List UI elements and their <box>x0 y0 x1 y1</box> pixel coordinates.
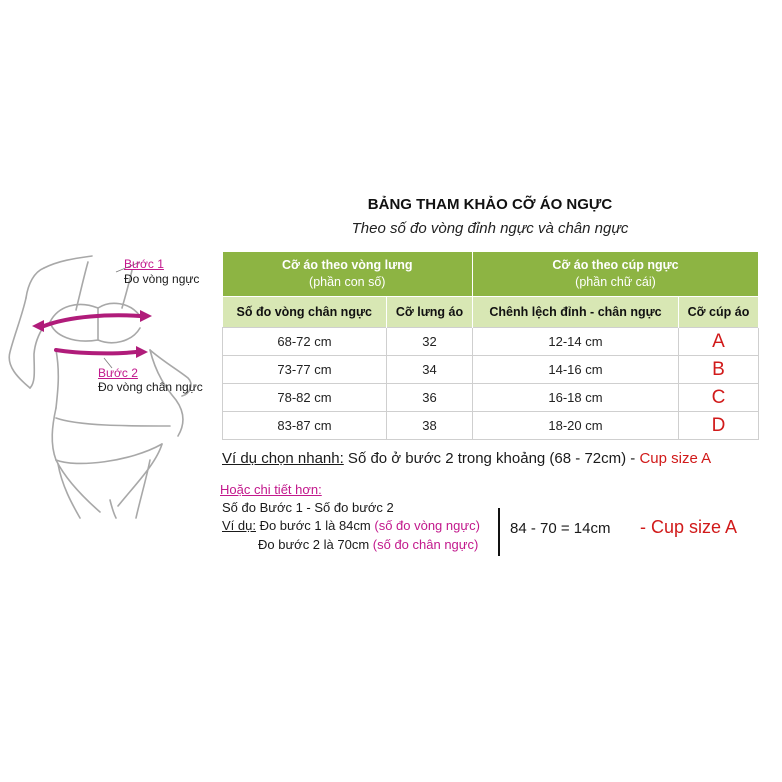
table-group-header <box>223 252 759 297</box>
formula-text: Số đo Bước 1 - Số đo bước 2 <box>222 500 394 515</box>
table-row <box>223 412 759 440</box>
group-header-band-title: Cỡ áo theo vòng lưng <box>282 258 413 272</box>
calc-text: 84 - 70 = 14cm <box>510 520 611 537</box>
calc-result-text: Cup size A <box>651 517 738 537</box>
header-difference: Chênh lệch đỉnh - chân ngực <box>473 297 679 328</box>
cell-band-size: 36 <box>387 384 473 412</box>
cell-cup-size: A <box>679 328 759 356</box>
cell-difference: 18-20 cm <box>473 412 679 440</box>
quick-example <box>222 450 711 467</box>
header-cup-size: Cỡ cúp áo <box>679 297 759 328</box>
calc-result <box>640 517 737 538</box>
page-subtitle: Theo số đo vòng đỉnh ngực và chân ngực <box>351 220 629 237</box>
cell-cup-size: D <box>679 412 759 440</box>
cell-underbust: 68-72 cm <box>223 328 387 356</box>
group-header-band <box>223 252 473 297</box>
group-header-cup <box>473 252 759 297</box>
example-step2-note: (số đo chân ngực) <box>372 537 479 552</box>
group-header-cup-title: Cỡ áo theo cúp ngực <box>552 258 679 272</box>
cell-underbust: 83-87 cm <box>223 412 387 440</box>
example-step1: Đo bước 1 là 84cm <box>255 518 375 533</box>
cell-band-size: 38 <box>387 412 473 440</box>
group-header-cup-sub: (phần chữ cái) <box>575 275 656 289</box>
step1-label: Bước 1 <box>124 257 164 271</box>
quick-example-text: Số đo ở bước 2 trong khoảng (68 - 72cm) - <box>343 450 640 467</box>
table-row <box>223 328 759 356</box>
quick-example-label: Ví dụ chọn nhanh: <box>222 450 344 467</box>
cell-difference: 12-14 cm <box>473 328 679 356</box>
table-row <box>223 384 759 412</box>
step1-desc: Đo vòng ngực <box>124 272 200 286</box>
cell-difference: 16-18 cm <box>473 384 679 412</box>
page-title: BẢNG THAM KHẢO CỠ ÁO NGỰC <box>367 196 613 213</box>
cell-band-size: 34 <box>387 356 473 384</box>
example-label: Ví dụ: <box>222 518 256 533</box>
example-step1-note: (số đo vòng ngực) <box>374 518 480 533</box>
cell-difference: 14-16 cm <box>473 356 679 384</box>
table-header-row <box>223 297 759 328</box>
detail-label: Hoặc chi tiết hơn: <box>220 482 322 497</box>
example-line-2 <box>258 537 478 552</box>
step2-label: Bước 2 <box>98 366 138 380</box>
cell-underbust: 78-82 cm <box>223 384 387 412</box>
calc-dash: - <box>640 517 651 537</box>
cell-underbust: 73-77 cm <box>223 356 387 384</box>
cell-cup-size: B <box>679 356 759 384</box>
quick-example-result: Cup size A <box>639 450 712 467</box>
cell-band-size: 32 <box>387 328 473 356</box>
group-header-band-sub: (phần con số) <box>309 275 386 289</box>
header-band-size: Cỡ lưng áo <box>387 297 473 328</box>
example-line-1 <box>222 518 480 533</box>
cell-cup-size: C <box>679 384 759 412</box>
divider-bar <box>498 508 500 556</box>
size-table <box>222 252 759 440</box>
table-row <box>223 356 759 384</box>
step2-desc: Đo vòng chân ngực <box>98 380 203 394</box>
example-step2: Đo bước 2 là 70cm <box>258 537 373 552</box>
header-underbust: Số đo vòng chân ngực <box>223 297 387 328</box>
